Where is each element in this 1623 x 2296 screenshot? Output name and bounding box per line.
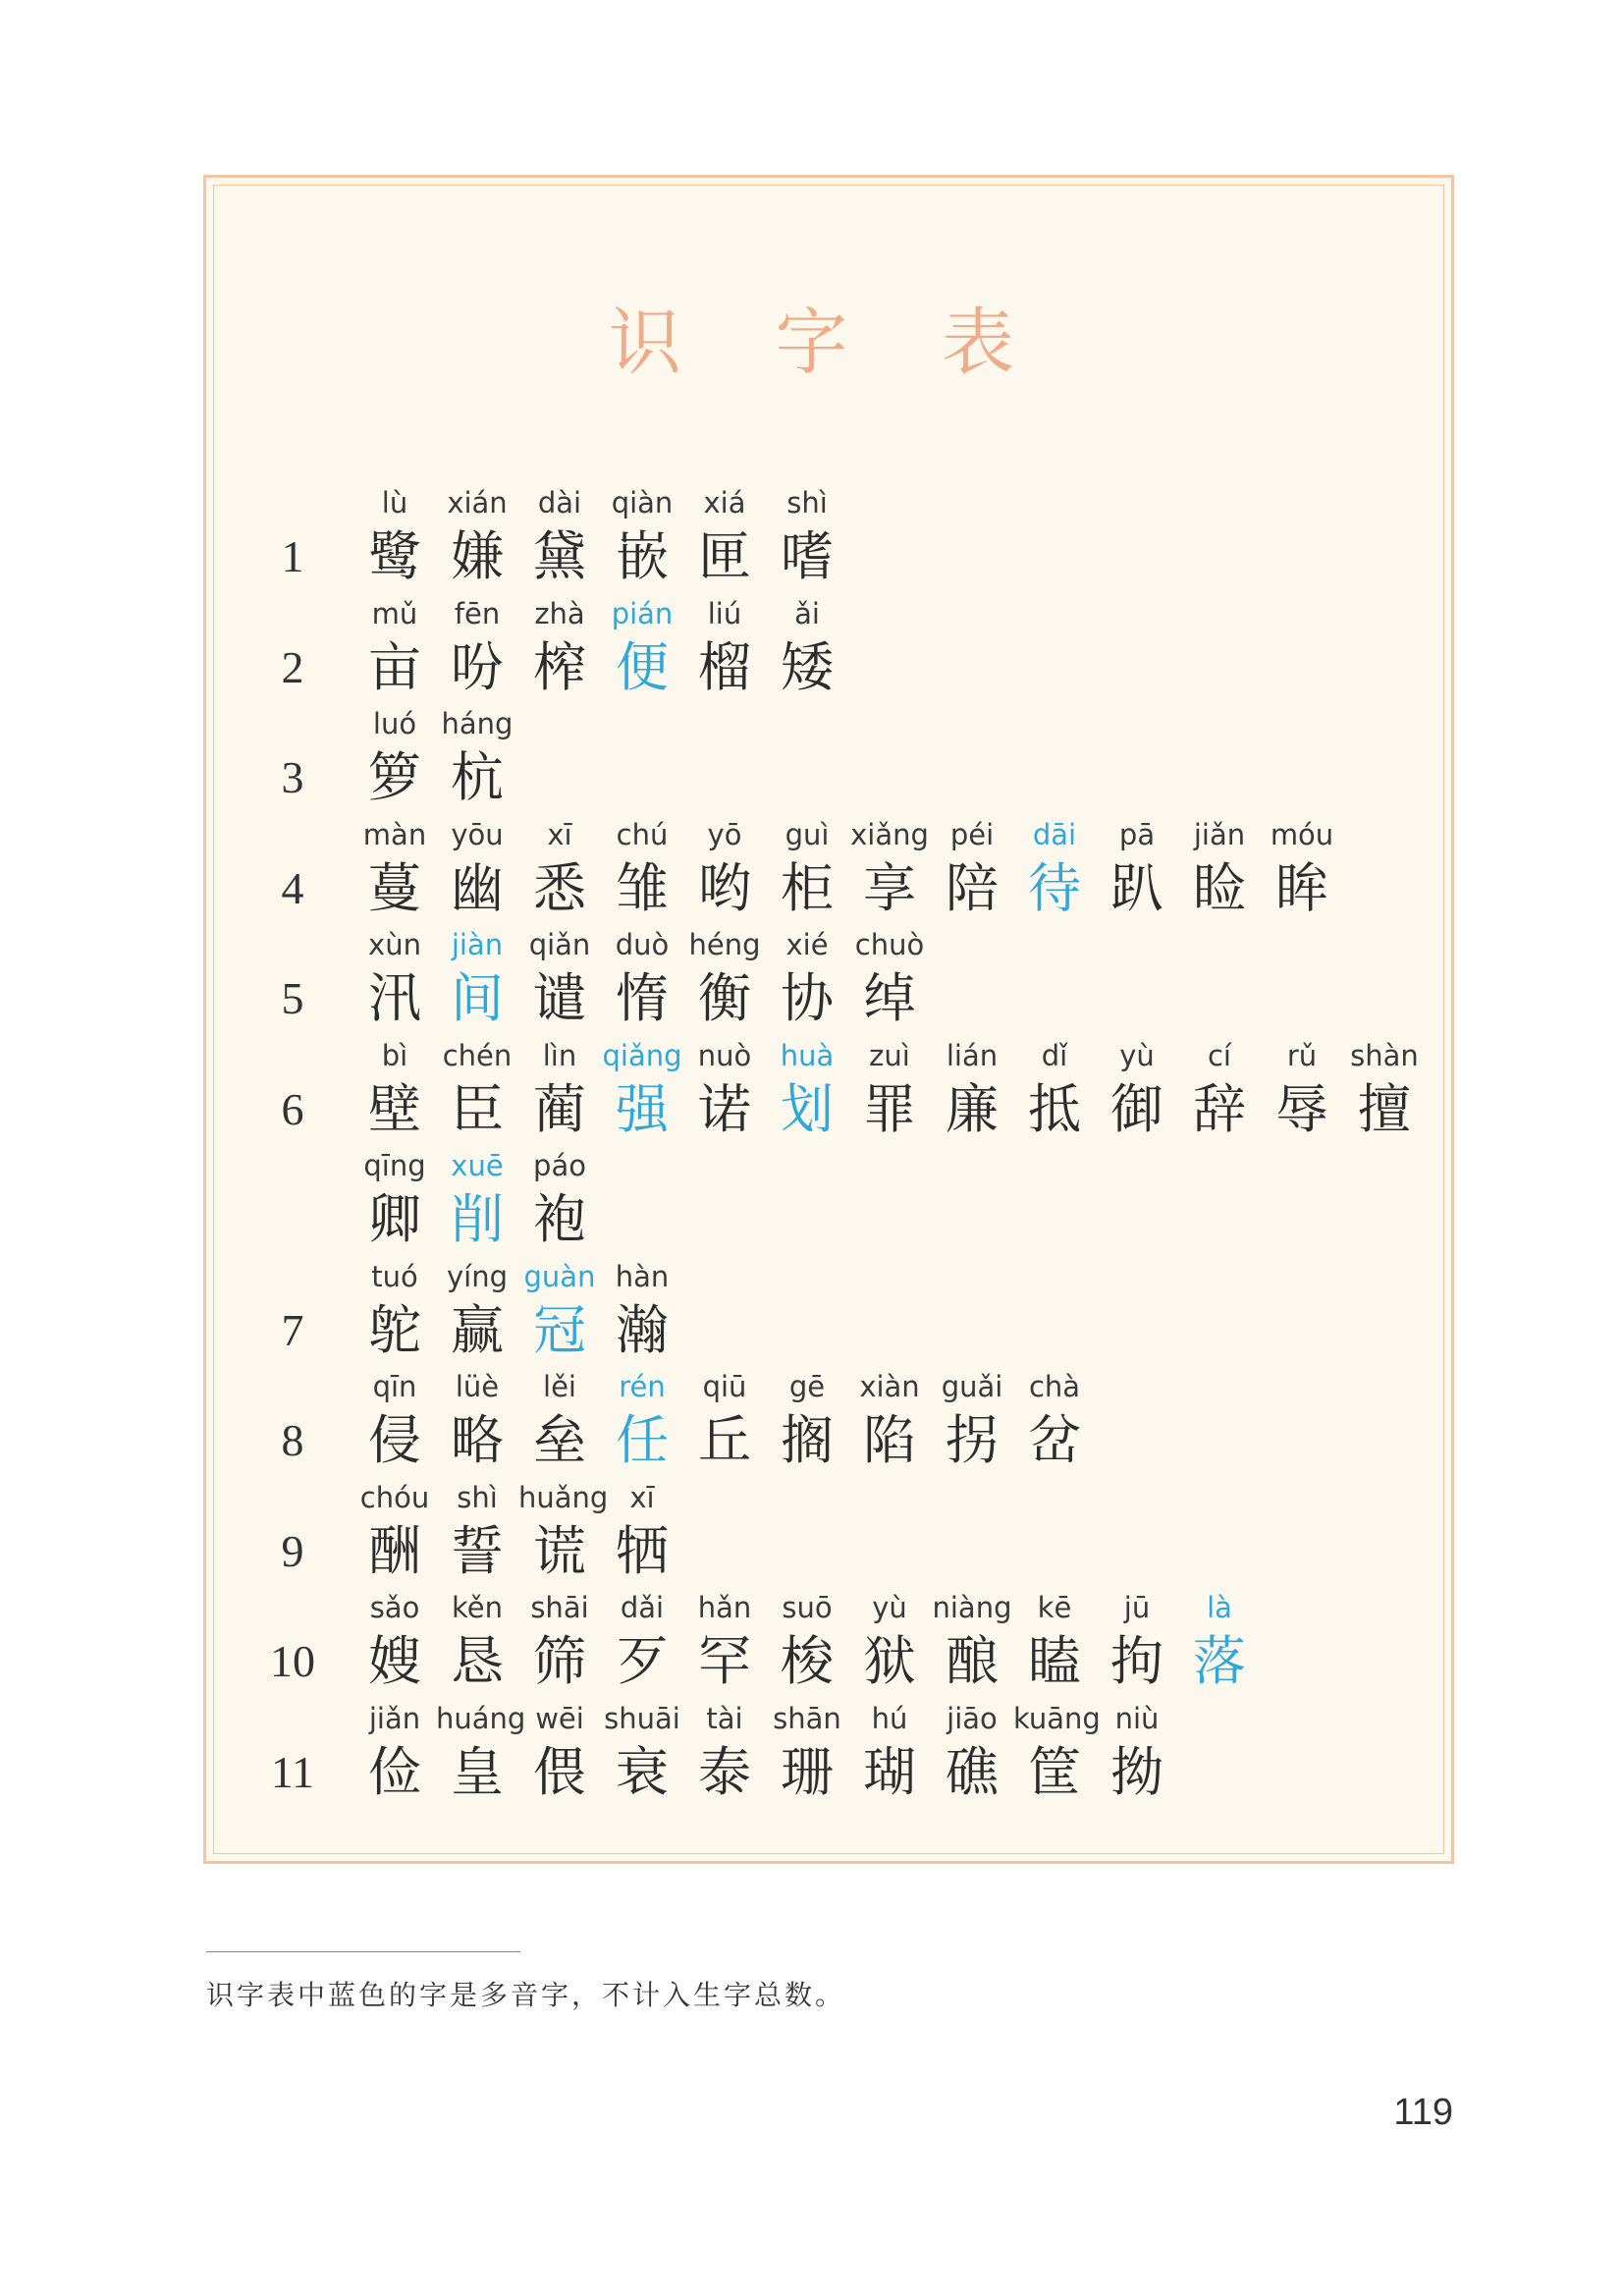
polyphonic-character (601, 1365, 683, 1473)
pinyin: jiǎn (1193, 817, 1246, 851)
hanzi: 蔓 (368, 856, 421, 919)
pinyin: hú (871, 1701, 908, 1735)
hanzi: 略 (451, 1409, 504, 1471)
pinyin: jiāo (947, 1701, 998, 1735)
pinyin: chà (1028, 1370, 1081, 1403)
character-entry (1096, 1586, 1178, 1694)
hanzi: 待 (1028, 856, 1081, 919)
pinyin: zuì (869, 1038, 910, 1072)
pinyin: dāi (1032, 817, 1077, 851)
hanzi: 拘 (1110, 1630, 1163, 1692)
hanzi: 蔺 (533, 1077, 586, 1140)
pinyin: xián (447, 486, 508, 519)
hanzi: 汛 (368, 967, 421, 1029)
hanzi: 珊 (781, 1740, 834, 1803)
hanzi: 绰 (863, 967, 916, 1029)
character-entry (601, 1586, 683, 1694)
hanzi: 嗜 (781, 525, 834, 587)
pinyin: lù (381, 486, 408, 519)
lesson-number: 9 (281, 1525, 304, 1576)
pinyin: kuāng (1013, 1701, 1101, 1735)
character-entry (353, 1697, 436, 1805)
pinyin: yō (707, 817, 742, 851)
character-entry (848, 813, 931, 921)
pinyin: lüè (455, 1370, 500, 1403)
lesson-number: 5 (281, 973, 304, 1023)
character-entry (848, 1365, 931, 1473)
character-entry (353, 1034, 436, 1142)
pinyin: luó (372, 707, 417, 740)
hanzi: 垒 (533, 1409, 586, 1471)
character-entry (1261, 813, 1343, 921)
pinyin: wēi (535, 1701, 584, 1735)
character-entry (1013, 1034, 1096, 1142)
pinyin: qīng (363, 1149, 426, 1182)
hanzi: 衰 (616, 1740, 669, 1803)
character-entry (436, 1697, 526, 1805)
pinyin: zhà (534, 596, 585, 630)
character-entry (436, 1365, 518, 1473)
pinyin: duò (615, 928, 670, 961)
pinyin: cí (1207, 1038, 1231, 1072)
hanzi: 黛 (533, 525, 586, 587)
pinyin: qiū (702, 1370, 747, 1403)
character-entry (353, 1255, 436, 1363)
hanzi: 睑 (1193, 856, 1246, 919)
pinyin: kěn (452, 1591, 503, 1624)
character-entry (518, 813, 601, 921)
hanzi: 岔 (1028, 1409, 1081, 1471)
pinyin: guàn (523, 1259, 596, 1293)
page-title: 识 字 表 (608, 301, 1051, 385)
pinyin: xī (629, 1480, 655, 1514)
character-entry (683, 923, 766, 1031)
pinyin: chóu (359, 1480, 430, 1514)
pinyin: sǎo (369, 1591, 420, 1624)
hanzi: 悉 (533, 856, 586, 919)
hanzi: 泰 (698, 1740, 751, 1803)
hanzi: 筛 (533, 1630, 586, 1692)
hanzi: 御 (1110, 1077, 1163, 1140)
lesson-number: 11 (270, 1746, 315, 1797)
character-entry (353, 813, 436, 921)
pinyin: jiàn (451, 928, 504, 961)
pinyin: páo (533, 1149, 586, 1182)
lesson-number: 7 (281, 1304, 304, 1355)
pinyin: qiàn (611, 486, 674, 519)
lesson-number: 8 (281, 1415, 304, 1465)
hanzi: 惰 (616, 967, 669, 1029)
polyphonic-character (1178, 1586, 1261, 1694)
character-entry (1013, 1697, 1101, 1805)
character-entry (518, 481, 601, 589)
hanzi: 嫂 (368, 1630, 421, 1692)
character-entry (601, 1255, 683, 1363)
pinyin: yíng (446, 1259, 508, 1293)
hanzi: 陪 (946, 856, 999, 919)
polyphonic-character (518, 1255, 601, 1363)
hanzi: 协 (781, 967, 834, 1029)
character-entry (436, 592, 518, 700)
hanzi: 恳 (451, 1630, 504, 1692)
character-entry (601, 923, 683, 1031)
pinyin: shāi (530, 1591, 589, 1624)
character-entry (931, 1034, 1013, 1142)
pinyin: tuó (371, 1259, 418, 1293)
pinyin: chuò (854, 928, 925, 961)
character-entry (766, 481, 848, 589)
pinyin: háng (441, 707, 514, 740)
pinyin: màn (362, 817, 427, 851)
hanzi: 俭 (368, 1740, 421, 1803)
hanzi: 鸵 (368, 1298, 421, 1361)
character-entry (848, 1034, 931, 1142)
hanzi: 卿 (368, 1188, 421, 1250)
pinyin: fēn (454, 596, 501, 630)
character-entry (353, 592, 436, 700)
hanzi: 趴 (1110, 856, 1163, 919)
character-entry (436, 1034, 518, 1142)
footnote-divider (206, 1951, 520, 1952)
pinyin: nuò (697, 1038, 752, 1072)
character-entry (601, 1476, 683, 1584)
hanzi: 誓 (451, 1519, 504, 1582)
character-entry (436, 813, 518, 921)
pinyin: là (1207, 1591, 1232, 1624)
character-entry (848, 923, 931, 1031)
character-entry (1013, 1586, 1096, 1694)
character-entry (766, 1697, 848, 1805)
pinyin: jū (1123, 1591, 1151, 1624)
hanzi: 嫌 (451, 525, 504, 587)
lesson-number: 1 (281, 531, 304, 581)
pinyin: huáng (436, 1701, 526, 1735)
character-entry (766, 923, 848, 1031)
hanzi: 筐 (1028, 1740, 1081, 1803)
pinyin: xiǎng (850, 817, 929, 851)
pinyin: xiàn (859, 1370, 920, 1403)
character-entry (848, 1697, 931, 1805)
character-entry (353, 1365, 436, 1473)
hanzi: 皇 (451, 1740, 504, 1803)
lesson-number: 10 (270, 1636, 315, 1686)
pinyin: kē (1037, 1591, 1072, 1624)
hanzi: 享 (863, 856, 916, 919)
pinyin: liú (707, 596, 742, 630)
hanzi: 衡 (698, 967, 751, 1029)
hanzi: 廉 (946, 1077, 999, 1140)
hanzi: 偎 (533, 1740, 586, 1803)
hanzi: 抵 (1028, 1077, 1081, 1140)
character-entry (1096, 1697, 1178, 1805)
polyphonic-character (601, 592, 683, 700)
pinyin: qiǎn (528, 928, 591, 961)
polyphonic-character (436, 1144, 518, 1252)
character-entry (518, 1697, 601, 1805)
pinyin: lián (946, 1038, 999, 1072)
pinyin: xùn (368, 928, 421, 961)
hanzi: 酿 (946, 1630, 999, 1692)
character-entry (353, 702, 436, 810)
character-entry (518, 1586, 601, 1694)
hanzi: 鹭 (368, 525, 421, 587)
pinyin: péi (949, 817, 995, 851)
polyphonic-character (766, 1034, 848, 1142)
pinyin: rǔ (1286, 1038, 1318, 1072)
character-entry (1096, 1034, 1178, 1142)
character-entry (683, 592, 766, 700)
character-entry (931, 1586, 1013, 1694)
hanzi: 幽 (451, 856, 504, 919)
pinyin: yù (1119, 1038, 1155, 1072)
character-entry (436, 481, 518, 589)
character-entry (601, 481, 683, 589)
hanzi: 袍 (533, 1188, 586, 1250)
lesson-number: 2 (281, 641, 304, 692)
polyphonic-character (1013, 813, 1096, 921)
pinyin: chén (442, 1038, 513, 1072)
hanzi: 侵 (368, 1409, 421, 1471)
hanzi: 搁 (781, 1409, 834, 1471)
character-entry (766, 813, 848, 921)
character-entry (436, 702, 518, 810)
character-entry (931, 813, 1013, 921)
polyphonic-character (436, 923, 518, 1031)
character-entry (1096, 813, 1178, 921)
pinyin: gē (788, 1370, 826, 1403)
pinyin: huà (780, 1038, 835, 1072)
character-entry (683, 1365, 766, 1473)
pinyin: xiá (703, 486, 746, 519)
pinyin: shì (786, 486, 828, 519)
character-entry (1343, 1034, 1426, 1142)
character-entry (683, 1697, 766, 1805)
pinyin: shān (773, 1701, 841, 1735)
hanzi: 罪 (863, 1077, 916, 1140)
hanzi: 吩 (451, 635, 504, 698)
character-entry (766, 592, 848, 700)
footnote: 识字表中蓝色的字是多音字，不计入生字总数。 (206, 1979, 846, 2011)
pinyin: lìn (542, 1038, 577, 1072)
hanzi: 瀚 (616, 1298, 669, 1361)
character-entry (353, 1144, 436, 1252)
character-entry (436, 1255, 518, 1363)
pinyin: yōu (451, 817, 504, 851)
pinyin: mǔ (371, 596, 418, 630)
hanzi: 间 (451, 967, 504, 1029)
pinyin: móu (1270, 817, 1334, 851)
character-entry (601, 813, 683, 921)
pinyin: héng (688, 928, 761, 961)
lesson-number: 6 (281, 1083, 304, 1134)
hanzi: 赢 (451, 1298, 504, 1361)
hanzi: 雏 (616, 856, 669, 919)
hanzi: 谎 (533, 1519, 586, 1582)
hanzi: 削 (451, 1188, 504, 1250)
character-entry (353, 481, 436, 589)
pinyin: niàng (932, 1591, 1012, 1624)
hanzi: 矮 (781, 635, 834, 698)
hanzi: 箩 (368, 746, 421, 808)
character-entry (683, 1586, 766, 1694)
character-entry (436, 1476, 518, 1584)
character-entry (1261, 1034, 1343, 1142)
hanzi: 亩 (368, 635, 421, 698)
pinyin: dǐ (1041, 1038, 1068, 1072)
pinyin: huǎng (518, 1480, 609, 1514)
pinyin: dǎi (620, 1591, 665, 1624)
character-entry (518, 1365, 601, 1473)
pinyin: yù (872, 1591, 907, 1624)
character-entry (1178, 1034, 1261, 1142)
pinyin: shì (457, 1480, 498, 1514)
character-entry (766, 1586, 848, 1694)
hanzi: 划 (781, 1077, 834, 1140)
pinyin: tài (706, 1701, 743, 1735)
pinyin: dài (537, 486, 582, 519)
hanzi: 冠 (533, 1298, 586, 1361)
pinyin: pián (611, 596, 674, 630)
pinyin: pā (1118, 817, 1156, 851)
hanzi: 强 (616, 1077, 669, 1140)
pinyin: qiǎng (602, 1038, 682, 1072)
hanzi: 榴 (698, 635, 751, 698)
pinyin: lěi (543, 1370, 576, 1403)
hanzi: 任 (616, 1409, 669, 1471)
hanzi: 擅 (1358, 1077, 1411, 1140)
character-entry (683, 481, 766, 589)
hanzi: 匣 (698, 525, 751, 587)
pinyin: xuē (451, 1149, 504, 1182)
hanzi: 瑚 (863, 1740, 916, 1803)
hanzi: 拗 (1110, 1740, 1163, 1803)
character-entry (436, 1586, 518, 1694)
pinyin: hàn (615, 1259, 670, 1293)
hanzi: 辱 (1275, 1077, 1328, 1140)
pinyin: chú (616, 817, 669, 851)
page-number: 119 (1393, 2092, 1453, 2133)
pinyin: ǎi (794, 596, 820, 630)
hanzi: 谴 (533, 967, 586, 1029)
hanzi: 壁 (368, 1077, 421, 1140)
character-entry (518, 923, 601, 1031)
polyphonic-character (601, 1034, 683, 1142)
pinyin: suō (782, 1591, 833, 1624)
hanzi: 牺 (616, 1519, 669, 1582)
pinyin: niù (1114, 1701, 1160, 1735)
lesson-number: 4 (281, 862, 304, 913)
character-entry (518, 1476, 609, 1584)
pinyin: guǎi (941, 1370, 1003, 1403)
hanzi: 梭 (781, 1630, 834, 1692)
hanzi: 便 (616, 635, 669, 698)
hanzi: 臣 (451, 1077, 504, 1140)
character-entry (848, 1586, 931, 1694)
character-entry (1178, 813, 1261, 921)
character-entry (601, 1697, 683, 1805)
hanzi: 落 (1193, 1630, 1246, 1692)
character-entry (353, 1586, 436, 1694)
hanzi: 陷 (863, 1409, 916, 1471)
hanzi: 罕 (698, 1630, 751, 1692)
pinyin: xī (547, 817, 572, 851)
character-entry (683, 1034, 766, 1142)
character-entry (518, 1144, 601, 1252)
hanzi: 诺 (698, 1077, 751, 1140)
character-entry (931, 1365, 1013, 1473)
hanzi: 瞌 (1028, 1630, 1081, 1692)
hanzi: 拐 (946, 1409, 999, 1471)
character-entry (518, 1034, 601, 1142)
hanzi: 歹 (616, 1630, 669, 1692)
hanzi: 榨 (533, 635, 586, 698)
pinyin: guì (784, 817, 830, 851)
pinyin: rén (619, 1370, 666, 1403)
character-entry (353, 923, 436, 1031)
hanzi: 杭 (451, 746, 504, 808)
hanzi: 狱 (863, 1630, 916, 1692)
pinyin: shuāi (604, 1701, 680, 1735)
pinyin: bì (381, 1038, 408, 1072)
hanzi: 眸 (1275, 856, 1328, 919)
character-entry (353, 1476, 436, 1584)
lesson-number: 3 (281, 752, 304, 802)
pinyin: xié (785, 928, 829, 961)
character-entry (683, 813, 766, 921)
pinyin: qīn (372, 1370, 417, 1403)
hanzi: 丘 (698, 1409, 751, 1471)
hanzi: 嵌 (616, 525, 669, 587)
character-entry (1013, 1365, 1096, 1473)
hanzi: 辞 (1193, 1077, 1246, 1140)
hanzi: 柜 (781, 856, 834, 919)
hanzi: 礁 (946, 1740, 999, 1803)
character-entry (518, 592, 601, 700)
character-entry (766, 1365, 848, 1473)
pinyin: jiǎn (368, 1701, 421, 1735)
pinyin: shàn (1350, 1038, 1419, 1072)
pinyin: hǎn (697, 1591, 752, 1624)
character-entry (931, 1697, 1013, 1805)
hanzi: 哟 (698, 856, 751, 919)
hanzi: 酬 (368, 1519, 421, 1582)
